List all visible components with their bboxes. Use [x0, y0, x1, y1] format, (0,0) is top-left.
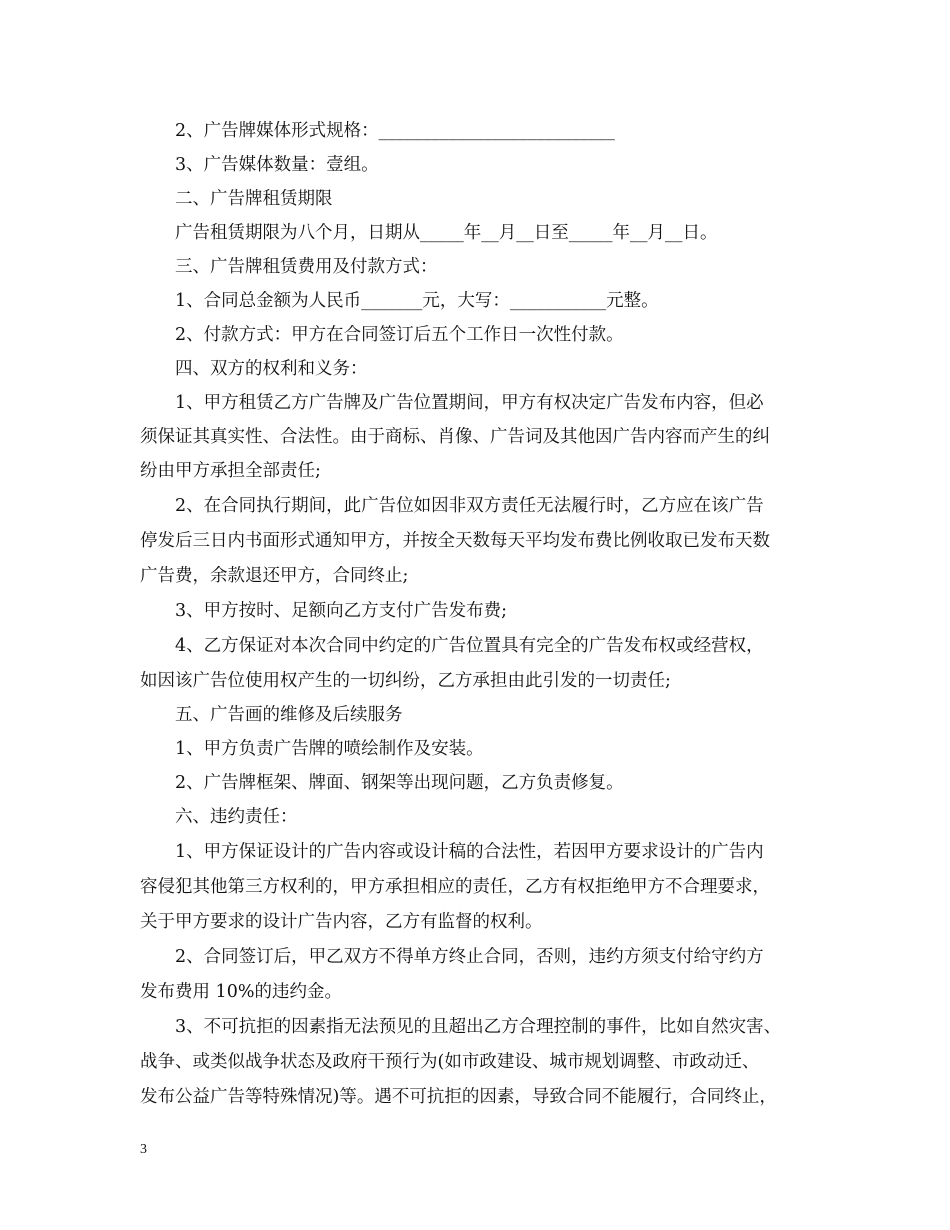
text-line: 1、甲方租赁乙方广告牌及广告位置期间，甲方有权决定广告发布内容，但必 [175, 393, 764, 413]
text-line: 战争、或类似战争状态及政府干预行为(如市政建设、城市规划调整、市政动迁、 [140, 1052, 760, 1072]
text-line: 3、甲方按时、足额向乙方支付广告发布费; [175, 601, 508, 621]
text-line: 3、广告媒体数量：壹组。 [175, 155, 379, 175]
section-heading: 六、违约责任： [175, 807, 298, 827]
text-line: 广告租赁期限为八个月，日期从_____年__月__日至_____年__月__日。 [175, 223, 718, 243]
text-line: 2、在合同执行期间，此广告位如因非双方责任无法履行时，乙方应在该广告 [175, 496, 764, 516]
text-line: 1、甲方负责广告牌的喷绘制作及安装。 [175, 739, 484, 759]
text-line: 1、合同总金额为人民币_______元，大写：___________元整。 [175, 291, 659, 311]
text-line: 1、甲方保证设计的广告内容或设计稿的合法性，若因甲方要求设计的广告内 [175, 842, 764, 862]
text-line: 4、乙方保证对本次合同中约定的广告位置具有完全的广告发布权或经营权， [175, 636, 764, 656]
page-number: 3 [140, 1142, 147, 1157]
text-line: 3、不可抗拒的因素指无法预见的且超出乙方合理控制的事件，比如自然灾害、 [175, 1017, 782, 1037]
section-heading: 二、广告牌租赁期限 [175, 189, 333, 209]
text-line: 容侵犯其他第三方权利的，甲方承担相应的责任，乙方有权拒绝甲方不合理要求， [140, 877, 770, 897]
text-line: 如因该广告位使用权产生的一切纠纷，乙方承担由此引发的一切责任; [140, 671, 671, 691]
section-heading: 四、双方的权利和义务： [175, 359, 368, 379]
section-heading: 三、广告牌租赁费用及付款方式： [175, 257, 438, 277]
text-line: 2、广告牌框架、牌面、钢架等出现问题，乙方负责修复。 [175, 773, 624, 793]
text-line: 发布费用 10%的违约金。 [140, 982, 342, 1002]
text-line: 关于甲方要求的设计广告内容，乙方有监督的权利。 [140, 912, 543, 932]
text-line: 广告费，余款退还甲方，合同终止; [140, 566, 409, 586]
text-line: 纷由甲方承担全部责任; [140, 461, 321, 481]
text-line: 须保证其真实性、合法性。由于商标、肖像、广告词及其他因广告内容而产生的纠 [140, 427, 770, 447]
text-line: 停发后三日内书面形式通知甲方，并按全天数每天平均发布费比例收取已发布天数 [140, 531, 770, 551]
text-line: 发布公益广告等特殊情况)等。遇不可抗拒的因素，导致合同不能履行，合同终止， [140, 1087, 777, 1107]
text-line: 2、付款方式：甲方在合同签订后五个工作日一次性付款。 [175, 325, 624, 345]
text-line: 2、合同签订后，甲乙双方不得单方终止合同，否则，违约方须支付给守约方 [175, 947, 764, 967]
text-line: 2、广告牌媒体形式规格：___________________________ [175, 121, 615, 141]
section-heading: 五、广告画的维修及后续服务 [175, 705, 403, 725]
